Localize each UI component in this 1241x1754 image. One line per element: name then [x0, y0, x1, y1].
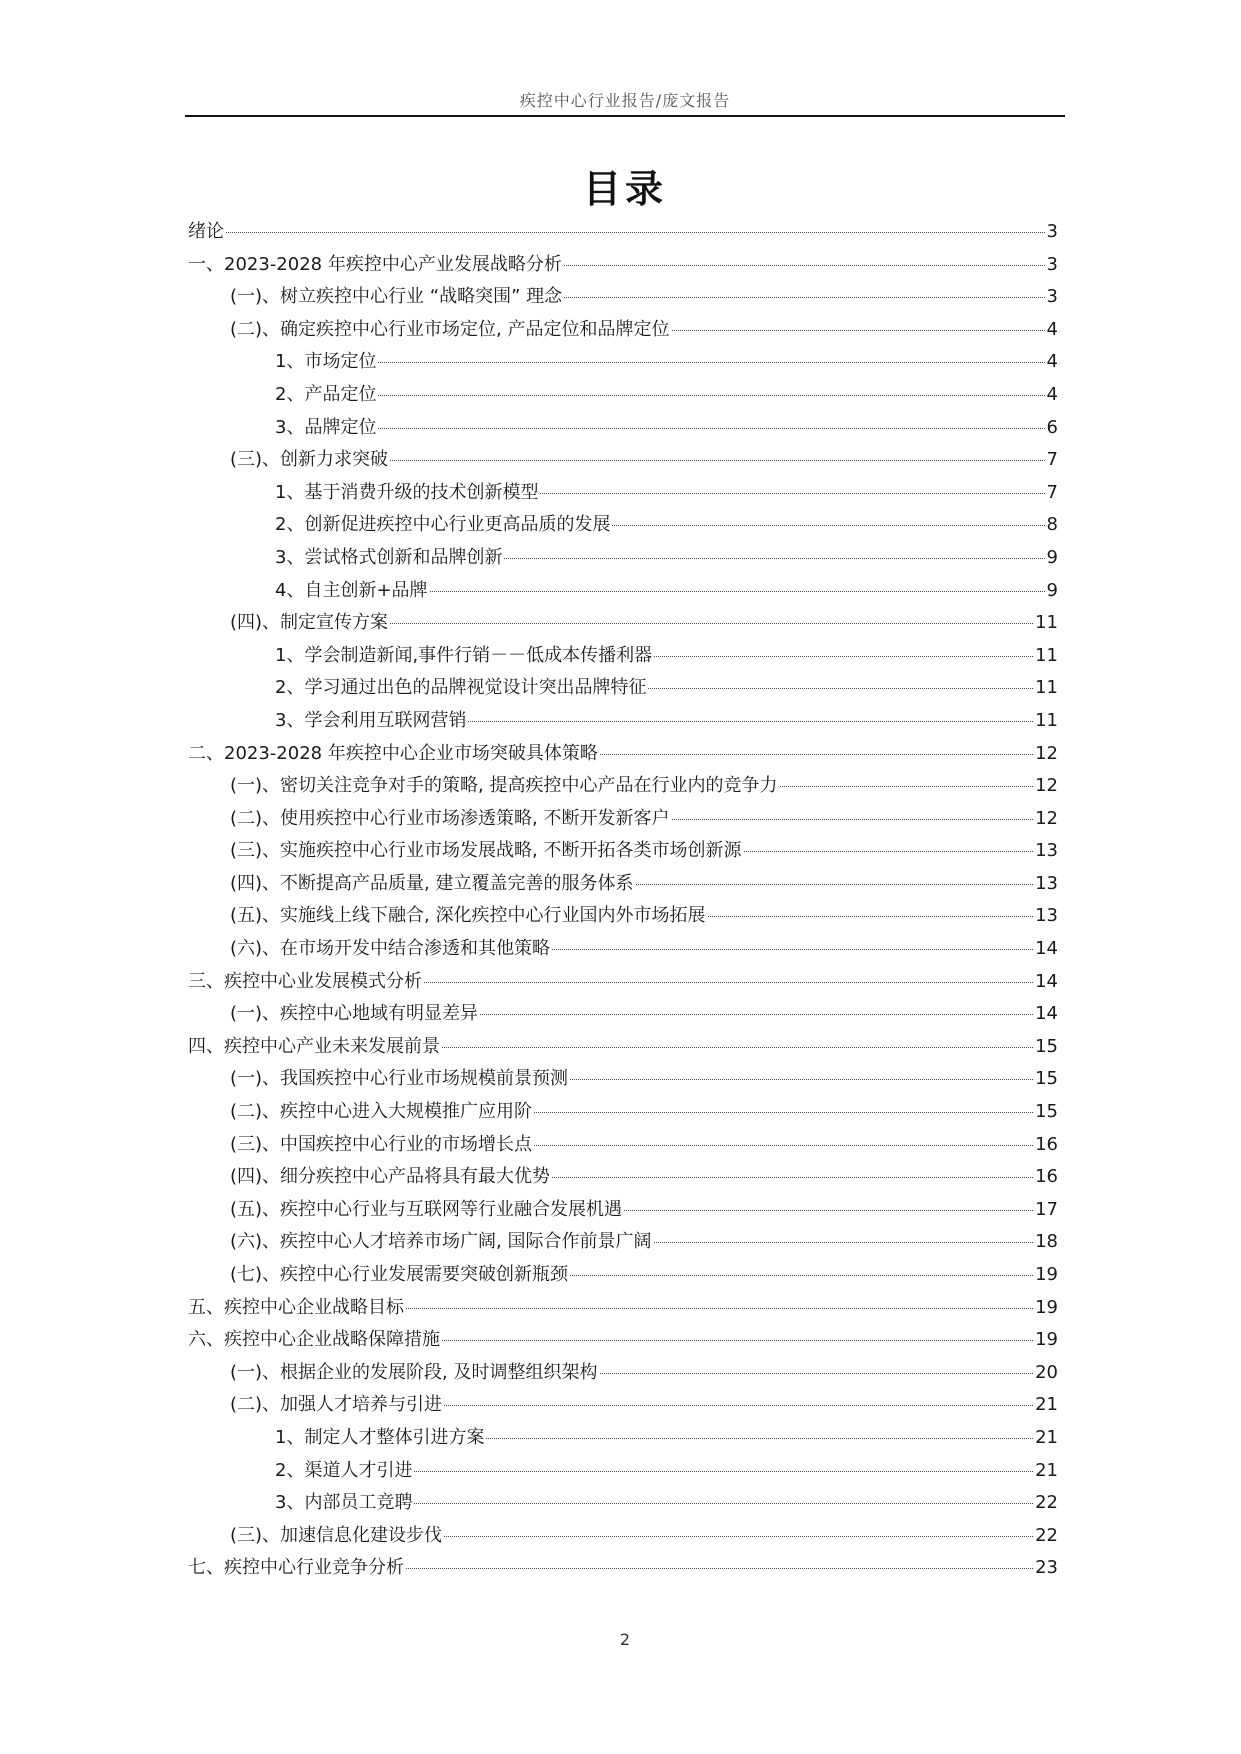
dot-leader	[672, 819, 1034, 820]
toc-entry-page-number: 19	[1035, 1264, 1058, 1285]
toc-entry[interactable]	[188, 1031, 1058, 1064]
dot-leader	[540, 493, 1044, 494]
toc-entry-title: (五)、实施线上线下融合, 深化疾控中心行业国内外市场拓展	[230, 905, 706, 927]
dot-leader	[672, 330, 1045, 331]
toc-entry-page-number: 19	[1035, 1296, 1058, 1318]
dot-leader	[648, 688, 1033, 689]
dot-leader	[564, 265, 1045, 266]
toc-entry-title: (一)、树立疾控中心行业 “战略突围” 理念	[230, 286, 563, 308]
toc-entry[interactable]	[188, 249, 1058, 282]
toc-entry-page-number: 21	[1035, 1459, 1058, 1481]
toc-entry-page-number: 22	[1035, 1524, 1058, 1546]
toc-entry-title: (一)、疾控中心地域有明显差异	[230, 1003, 479, 1025]
toc-entry[interactable]	[188, 1226, 1058, 1259]
toc-entry-title: 三、疾控中心业发展模式分析	[188, 970, 422, 992]
dot-leader	[444, 1405, 1033, 1406]
toc-entry-title: 3、内部员工竞聘	[275, 1492, 413, 1514]
toc-entry-title: 1、市场定位	[275, 351, 377, 373]
dot-leader	[624, 1210, 1033, 1211]
toc-entry-page-number: 3	[1046, 253, 1058, 275]
toc-entry-page-number: 4	[1046, 318, 1058, 340]
dot-leader	[780, 786, 1034, 787]
toc-entry[interactable]	[188, 835, 1058, 868]
dot-leader	[378, 362, 1044, 363]
toc-entry[interactable]	[188, 1324, 1058, 1357]
dot-leader	[390, 623, 1033, 624]
dot-leader	[414, 1503, 1033, 1504]
toc-entry[interactable]	[188, 477, 1058, 510]
toc-entry[interactable]	[188, 412, 1058, 445]
toc-entry-title: (三)、实施疾控中心行业市场发展战略, 不断开拓各类市场创新源	[230, 840, 742, 862]
toc-entry-title: (七)、疾控中心行业发展需要突破创新瓶颈	[230, 1264, 569, 1285]
toc-entry[interactable]	[188, 900, 1058, 933]
toc-entry-title: 1、基于消费升级的技术创新模型	[275, 481, 539, 503]
toc-entry-title: 一、2023-2028 年疾控中心产业发展战略分析	[188, 253, 562, 275]
dot-leader	[504, 558, 1044, 559]
toc-entry-page-number: 12	[1035, 742, 1058, 764]
dot-leader	[636, 884, 1034, 885]
toc-entry[interactable]	[188, 738, 1058, 771]
toc-entry[interactable]	[188, 998, 1058, 1031]
dot-leader	[424, 982, 1033, 983]
toc-entry-title: (三)、中国疾控中心行业的市场增长点	[230, 1133, 533, 1155]
toc-entry-page-number: 16	[1035, 1133, 1058, 1155]
toc-entry-title: (一)、密切关注竞争对手的策略, 提高疾控中心产品在行业内的竞争力	[230, 775, 778, 797]
toc-entry[interactable]	[188, 216, 1058, 249]
toc-entry-page-number: 8	[1046, 514, 1058, 536]
toc-entry[interactable]	[188, 379, 1058, 412]
toc-entry-title: (六)、疾控中心人才培养市场广阔, 国际合作前景广阔	[230, 1231, 652, 1253]
toc-title: 目录	[582, 167, 667, 211]
dot-leader	[744, 851, 1034, 852]
toc-entry-page-number: 20	[1035, 1361, 1058, 1383]
toc-entry-page-number: 11	[1035, 612, 1058, 634]
page-number: 2	[619, 1630, 631, 1649]
toc-entry[interactable]	[188, 1129, 1058, 1162]
toc-entry-page-number: 7	[1046, 449, 1058, 471]
dot-leader	[430, 591, 1045, 592]
toc-entry-page-number: 11	[1035, 677, 1058, 699]
toc-entry-page-number: 12	[1035, 807, 1058, 829]
dot-leader	[564, 297, 1044, 298]
toc-entry-page-number: 3	[1046, 221, 1058, 242]
toc-entry[interactable]	[188, 607, 1058, 640]
toc-entry-page-number: 13	[1035, 872, 1058, 894]
toc-entry[interactable]	[188, 281, 1058, 314]
dot-leader	[570, 1275, 1033, 1276]
toc-entry-title: 3、学会利用互联网营销	[275, 709, 467, 731]
dot-leader	[534, 1112, 1033, 1113]
toc-entry-title: 2、学习通过出色的品牌视觉设计突出品牌特征	[275, 677, 647, 699]
toc-entry[interactable]	[188, 542, 1058, 575]
toc-entry-title: (二)、确定疾控中心行业市场定位, 产品定位和品牌定位	[230, 318, 670, 340]
dot-leader	[570, 1079, 1033, 1080]
toc-entry[interactable]	[188, 966, 1058, 999]
toc-entry-page-number: 13	[1035, 840, 1058, 862]
toc-entry[interactable]	[188, 1194, 1058, 1227]
toc-entry-title: (三)、加速信息化建设步伐	[230, 1524, 443, 1546]
toc-entry-page-number: 15	[1035, 1068, 1058, 1090]
toc-entry-title: 六、疾控中心企业战略保障措施	[188, 1329, 440, 1351]
toc-entry-title: 2、创新促进疾控中心行业更高品质的发展	[275, 514, 611, 536]
toc-entry-title: (四)、不断提高产品质量, 建立覆盖完善的服务体系	[230, 872, 634, 894]
dot-leader	[552, 1177, 1033, 1178]
toc-entry-page-number: 12	[1035, 775, 1058, 797]
toc-entry-title: 七、疾控中心行业竞争分析	[188, 1557, 404, 1579]
toc-entry-page-number: 7	[1046, 481, 1058, 503]
toc-entry-title: 1、学会制造新闻,事件行销－－低成本传播利器	[275, 644, 653, 666]
dot-leader	[552, 949, 1033, 950]
dot-leader	[390, 460, 1045, 461]
toc-entry[interactable]	[188, 1389, 1058, 1422]
toc-entry-title: 3、尝试格式创新和品牌创新	[275, 546, 503, 568]
toc-entry[interactable]	[188, 509, 1058, 542]
toc-entry[interactable]	[188, 1259, 1058, 1292]
dot-leader	[406, 1308, 1033, 1309]
toc-entry-page-number: 21	[1035, 1394, 1058, 1416]
toc-entry-title: (一)、根据企业的发展阶段, 及时调整组织架构	[230, 1361, 598, 1383]
toc-entry-title: 二、2023-2028 年疾控中心企业市场突破具体策略	[188, 742, 598, 764]
toc-entry-page-number: 14	[1035, 1003, 1058, 1025]
dot-leader	[534, 1145, 1033, 1146]
toc-entry-page-number: 9	[1046, 579, 1058, 601]
toc-entry-title: (四)、制定宣传方案	[230, 612, 389, 634]
toc-entry-page-number: 16	[1035, 1166, 1058, 1188]
dot-leader	[442, 1047, 1033, 1048]
toc-entry-title: (二)、疾控中心进入大规模推广应用阶	[230, 1101, 533, 1123]
toc-entry-page-number: 4	[1046, 383, 1058, 405]
dot-leader	[406, 1568, 1033, 1569]
dot-leader	[600, 754, 1033, 755]
dot-leader	[226, 232, 1045, 233]
toc-entry[interactable]	[188, 314, 1058, 347]
toc-entry-page-number: 11	[1035, 644, 1058, 666]
toc-entry-page-number: 21	[1035, 1426, 1058, 1448]
toc-entry-page-number: 15	[1035, 1035, 1058, 1057]
toc-entry-page-number: 3	[1046, 286, 1058, 308]
toc-entry-page-number: 11	[1035, 709, 1058, 731]
toc-entry-title: 2、产品定位	[275, 383, 377, 405]
dot-leader	[486, 1438, 1033, 1439]
toc-entry-title: (四)、细分疾控中心产品将具有最大优势	[230, 1166, 551, 1188]
toc-entry-page-number: 4	[1046, 351, 1058, 373]
toc-entry[interactable]	[188, 1063, 1058, 1096]
toc-entry-page-number: 17	[1035, 1198, 1058, 1220]
toc-entry[interactable]	[188, 705, 1058, 738]
toc-entry-title: 四、疾控中心产业未来发展前景	[188, 1035, 440, 1057]
toc-entry[interactable]	[188, 1096, 1058, 1129]
toc-entry[interactable]	[188, 1552, 1058, 1585]
toc-entry-title: 五、疾控中心企业战略目标	[188, 1296, 404, 1318]
toc-entry[interactable]	[188, 1161, 1058, 1194]
toc-entry-page-number: 14	[1035, 938, 1058, 960]
page-header: 疾控中心行业报告/庞文报告	[519, 91, 731, 110]
header-divider	[185, 115, 1065, 117]
toc-entry[interactable]	[188, 575, 1058, 608]
toc-entry[interactable]	[188, 1520, 1058, 1553]
toc-entry-page-number: 23	[1035, 1557, 1058, 1579]
toc-entry-page-number: 13	[1035, 905, 1058, 927]
toc-entry-title: (一)、我国疾控中心行业市场规模前景预测	[230, 1068, 569, 1090]
dot-leader	[442, 1340, 1033, 1341]
toc-entry[interactable]	[188, 1455, 1058, 1488]
toc-entry-title: 2、渠道人才引进	[275, 1459, 413, 1481]
toc-entry[interactable]	[188, 640, 1058, 673]
toc-entry[interactable]	[188, 868, 1058, 901]
toc-entry-page-number: 19	[1035, 1329, 1058, 1351]
toc-entry-page-number: 6	[1046, 416, 1058, 438]
toc-entry-page-number: 9	[1046, 546, 1058, 568]
toc-entry-page-number: 18	[1035, 1231, 1058, 1253]
toc-entry[interactable]	[188, 1422, 1058, 1455]
toc-entry[interactable]	[188, 346, 1058, 379]
toc-entry-page-number: 15	[1035, 1101, 1058, 1123]
dot-leader	[480, 1014, 1033, 1015]
toc-entry-title: 1、制定人才整体引进方案	[275, 1426, 485, 1448]
dot-leader	[612, 525, 1044, 526]
toc-entry-page-number: 14	[1035, 970, 1058, 992]
toc-entry-page-number: 22	[1035, 1492, 1058, 1514]
toc-entry[interactable]	[188, 1357, 1058, 1390]
toc-entry[interactable]	[188, 770, 1058, 803]
dot-leader	[378, 395, 1044, 396]
dot-leader	[654, 656, 1033, 657]
dot-leader	[654, 1242, 1034, 1243]
toc-entry[interactable]	[188, 672, 1058, 705]
dot-leader	[414, 1471, 1033, 1472]
toc-entry-title: 3、品牌定位	[275, 416, 377, 438]
toc-entry[interactable]	[188, 1292, 1058, 1325]
dot-leader	[468, 721, 1033, 722]
toc-entry[interactable]	[188, 803, 1058, 836]
dot-leader	[444, 1536, 1033, 1537]
toc-entry-title: (五)、疾控中心行业与互联网等行业融合发展机遇	[230, 1198, 623, 1220]
dot-leader	[378, 428, 1044, 429]
toc-entry[interactable]	[188, 933, 1058, 966]
table-of-contents	[188, 216, 1058, 1585]
toc-entry-title: (二)、加强人才培养与引进	[230, 1394, 443, 1416]
toc-entry[interactable]	[188, 444, 1058, 477]
toc-entry-title: (六)、在市场开发中结合渗透和其他策略	[230, 938, 551, 960]
toc-entry[interactable]	[188, 1487, 1058, 1520]
dot-leader	[600, 1373, 1034, 1374]
dot-leader	[708, 916, 1034, 917]
toc-entry-title: 绪论	[188, 221, 224, 242]
toc-entry-title: (二)、使用疾控中心行业市场渗透策略, 不断开发新客户	[230, 807, 670, 829]
toc-entry-title: (三)、创新力求突破	[230, 449, 389, 471]
toc-entry-title: 4、自主创新+品牌	[275, 579, 428, 601]
